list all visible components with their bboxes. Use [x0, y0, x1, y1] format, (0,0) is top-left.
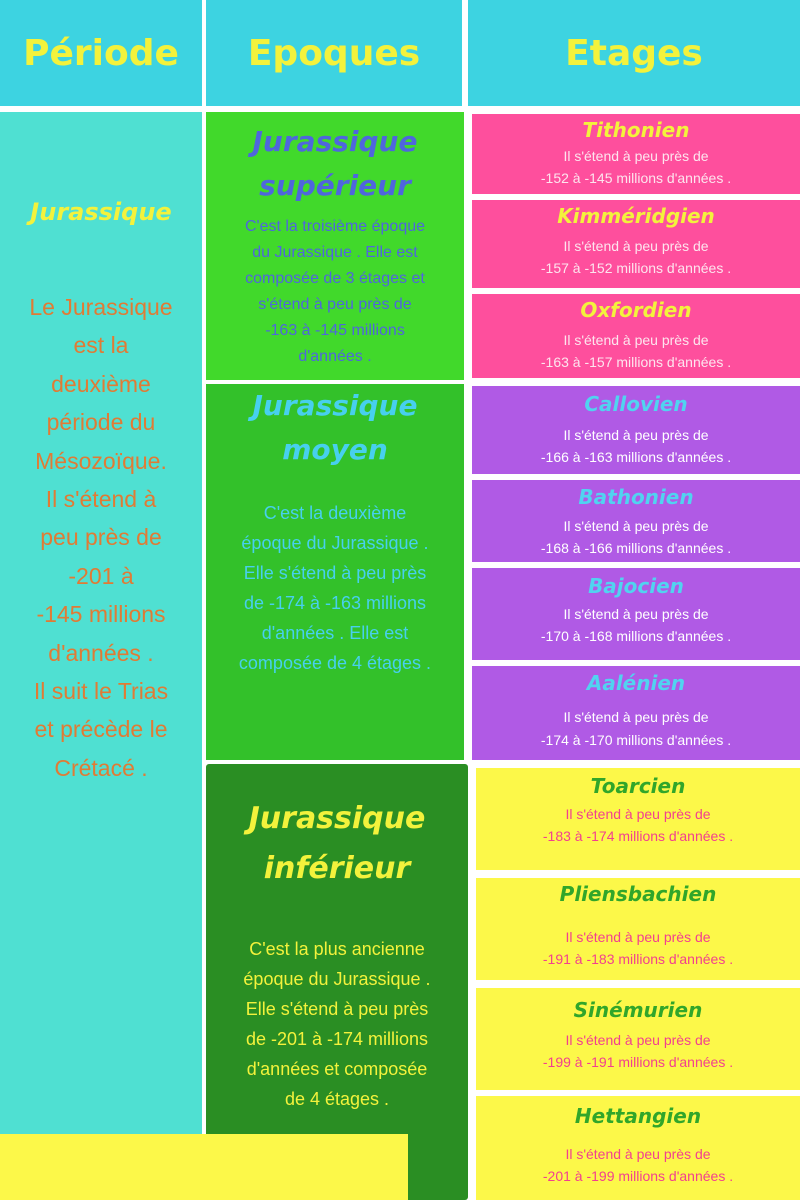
period-line: Mésozoïque.	[35, 447, 167, 474]
stage-line: Il s'étend à peu près de	[563, 709, 709, 725]
epoch-line: Elle s'étend à peu près	[243, 563, 427, 583]
stage-line: Il s'étend à peu près de	[563, 518, 709, 534]
stage-line: -157 à -152 millions d'années .	[540, 260, 732, 276]
header-epoques-label: Epoques	[247, 32, 421, 74]
stage-name: Sinémurien	[573, 998, 703, 1022]
period-line: et précède le	[34, 716, 168, 743]
header-etages	[468, 0, 800, 106]
stage-name: Toarcien	[590, 774, 686, 798]
epoch-title-line: moyen	[282, 433, 388, 466]
epoch-middle-title	[206, 384, 464, 472]
stage-line: Il s'étend à peu près de	[565, 1146, 711, 1162]
epoch-line: de -174 à -163 millions	[243, 593, 427, 613]
header-periode-label: Période	[23, 32, 179, 74]
stage-line: -199 à -191 millions d'années .	[542, 1054, 734, 1070]
stage-line: -183 à -174 millions d'années .	[542, 828, 734, 844]
epoch-line: s'étend à peu près de	[258, 296, 412, 313]
epoch-line: composée de 4 étages .	[238, 653, 432, 673]
stage-name: Oxfordien	[580, 298, 692, 322]
epoch-line: d'années et composée	[246, 1059, 428, 1079]
stage-line: Il s'étend à peu près de	[563, 606, 709, 622]
stage-name: Kimméridgien	[557, 204, 715, 228]
period-line: d'années .	[48, 639, 154, 666]
stage-line: Il s'étend à peu près de	[565, 929, 711, 945]
epoch-line: d'années . Elle est	[261, 623, 409, 643]
period-line: deuxième	[51, 370, 151, 397]
stage-pliensbachien	[476, 878, 800, 980]
epoch-upper-description	[206, 214, 464, 370]
stage-line: Il s'étend à peu près de	[563, 148, 709, 164]
period-line: -201 à	[68, 562, 134, 589]
period-line: période du	[46, 409, 156, 436]
stage-line: -191 à -183 millions d'années .	[542, 951, 734, 967]
stage-line: Il s'étend à peu près de	[563, 427, 709, 443]
stage-line: -174 à -170 millions d'années .	[540, 732, 732, 748]
period-panel	[0, 112, 202, 1200]
period-line: -145 millions	[36, 601, 166, 628]
epoch-lower-title	[206, 794, 468, 894]
epoch-lower-description	[206, 934, 468, 1114]
epoch-line: époque du Jurassique .	[241, 533, 429, 553]
epoch-line: d'années .	[298, 348, 372, 365]
period-description	[0, 288, 202, 787]
stage-line: -152 à -145 millions d'années .	[540, 170, 732, 186]
epoch-title-line: Jurassique	[248, 801, 426, 836]
stage-line: -170 à -168 millions d'années .	[540, 628, 732, 644]
period-line: Il suit le Trias	[33, 678, 169, 705]
epoch-upper-panel	[206, 112, 464, 380]
stage-kimmeridgien	[472, 200, 800, 288]
stage-line: -166 à -163 millions d'années .	[540, 449, 732, 465]
period-line: Le Jurassique	[29, 294, 173, 320]
epoch-title-line: Jurassique	[252, 389, 418, 422]
stage-aalenien	[472, 666, 800, 760]
epoch-title-line: supérieur	[259, 169, 411, 202]
stage-line: Il s'étend à peu près de	[565, 806, 711, 822]
period-line: Il s'étend à	[45, 486, 157, 513]
epoch-title-line: inférieur	[263, 851, 411, 886]
stage-line: -168 à -166 millions d'années .	[540, 540, 732, 556]
stage-tithonien	[472, 114, 800, 194]
epoch-line: du Jurassique . Elle est	[252, 244, 418, 261]
header-periode	[0, 0, 202, 106]
epoch-title-line: Jurassique	[252, 125, 418, 158]
stage-name: Hettangien	[574, 1104, 702, 1128]
stage-line: Il s'étend à peu près de	[563, 332, 709, 348]
epoch-line: composée de 3 étages et	[245, 270, 425, 287]
stage-name: Callovien	[584, 392, 688, 416]
period-line: peu près de	[40, 524, 162, 551]
stage-toarcien	[476, 768, 800, 870]
epoch-upper-title	[206, 120, 464, 208]
stage-line: Il s'étend à peu près de	[563, 238, 709, 254]
stage-name: Bajocien	[588, 574, 684, 598]
stage-line: -201 à -199 millions d'années .	[542, 1168, 734, 1184]
stage-hettangien	[476, 1096, 800, 1200]
stage-line: -163 à -157 millions d'années .	[540, 354, 732, 370]
period-title: Jurassique	[30, 198, 172, 226]
epoch-line: Elle s'étend à peu près	[245, 999, 429, 1019]
epoch-middle-panel	[206, 384, 464, 760]
bottom-bar	[0, 1134, 408, 1200]
header-epoques	[206, 0, 462, 106]
epoch-line: C'est la troisième époque	[244, 218, 426, 235]
stage-bajocien	[472, 568, 800, 660]
epoch-line: C'est la deuxième	[263, 503, 407, 523]
epoch-line: époque du Jurassique .	[243, 969, 431, 989]
stage-sinemurien	[476, 988, 800, 1090]
stage-bathonien	[472, 480, 800, 562]
stage-oxfordien	[472, 294, 800, 378]
epoch-line: de 4 étages .	[284, 1089, 390, 1109]
stage-name: Aalénien	[586, 671, 686, 695]
epoch-line: -163 à -145 millions	[265, 322, 405, 339]
epoch-middle-description	[206, 498, 464, 678]
period-line: Crétacé .	[54, 754, 148, 781]
stage-name: Pliensbachien	[559, 882, 717, 906]
period-line: est la	[73, 332, 129, 359]
header-etages-label: Etages	[565, 32, 703, 74]
stage-line: Il s'étend à peu près de	[565, 1032, 711, 1048]
stage-name: Bathonien	[578, 485, 694, 509]
stage-name: Tithonien	[582, 118, 690, 142]
epoch-line: C'est la plus ancienne	[249, 939, 425, 959]
stage-callovien	[472, 386, 800, 474]
epoch-line: de -201 à -174 millions	[245, 1029, 429, 1049]
